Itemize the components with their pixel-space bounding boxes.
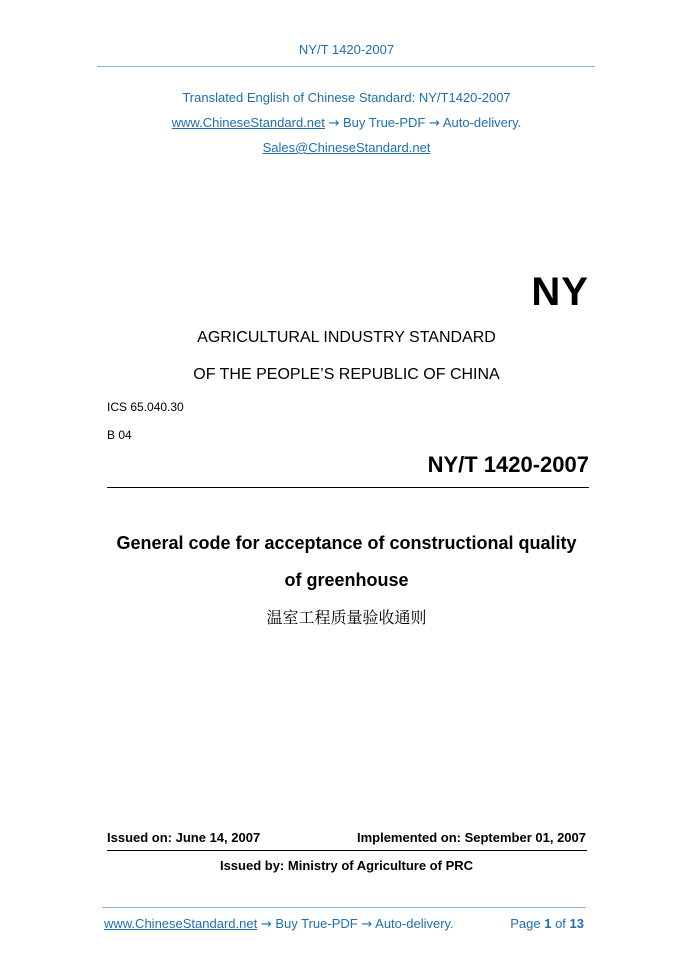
- arrow-icon: →: [429, 116, 440, 131]
- standard-type-line1: AGRICULTURAL INDUSTRY STANDARD: [197, 329, 496, 346]
- issued-by: Issued by: Ministry of Agriculture of PRC: [219, 858, 474, 873]
- footer-divider: [102, 907, 586, 908]
- header-divider: [97, 66, 595, 67]
- auto-delivery-text: Auto-delivery.: [442, 115, 522, 130]
- page-total: 13: [569, 916, 584, 931]
- of-label: of: [555, 916, 566, 931]
- ics-code: ICS 65.040.30: [107, 400, 184, 414]
- title-chinese: 温室工程质量验收通则: [266, 608, 427, 627]
- running-header-title: NY/T 1420-2007: [298, 42, 395, 57]
- page-label: Page: [510, 916, 541, 931]
- page-indicator: [510, 916, 584, 931]
- buy-true-pdf-text: Buy True-PDF: [343, 115, 426, 130]
- standard-number-rule: [107, 487, 589, 488]
- arrow-icon: →: [361, 917, 373, 932]
- arrow-icon: →: [328, 116, 340, 131]
- email-line: [0, 140, 693, 155]
- site-link[interactable]: www.ChineseStandard.net: [171, 115, 325, 130]
- ccs-code: B 04: [107, 428, 132, 442]
- title-line1: General code for acceptance of constructional quality: [116, 533, 577, 553]
- title-line2: of greenhouse: [284, 570, 409, 590]
- translation-notice-line: Translated English of Chinese Standard: NY/T1420-2007: [182, 90, 511, 105]
- footer-site-link[interactable]: www.ChineseStandard.net: [104, 916, 258, 931]
- footer-auto-delivery-text: Auto-delivery.: [375, 916, 454, 931]
- sales-email-link[interactable]: Sales@ChineseStandard.net: [262, 140, 431, 155]
- arrow-icon: →: [260, 917, 272, 932]
- standard-number: NY/T 1420-2007: [427, 452, 589, 477]
- issued-on-date: Issued on: June 14, 2007: [107, 830, 261, 845]
- footer-buy-true-pdf-text: Buy True-PDF: [275, 916, 358, 931]
- dates-rule: [107, 850, 587, 851]
- standard-code-mark: NY: [531, 270, 589, 314]
- footer-purchase-line: [104, 916, 454, 932]
- purchase-line: [0, 115, 693, 131]
- page-number: 1: [544, 916, 552, 931]
- standard-type-line2: OF THE PEOPLE’S REPUBLIC OF CHINA: [193, 366, 500, 383]
- implemented-on-date: Implemented on: September 01, 2007: [356, 830, 586, 845]
